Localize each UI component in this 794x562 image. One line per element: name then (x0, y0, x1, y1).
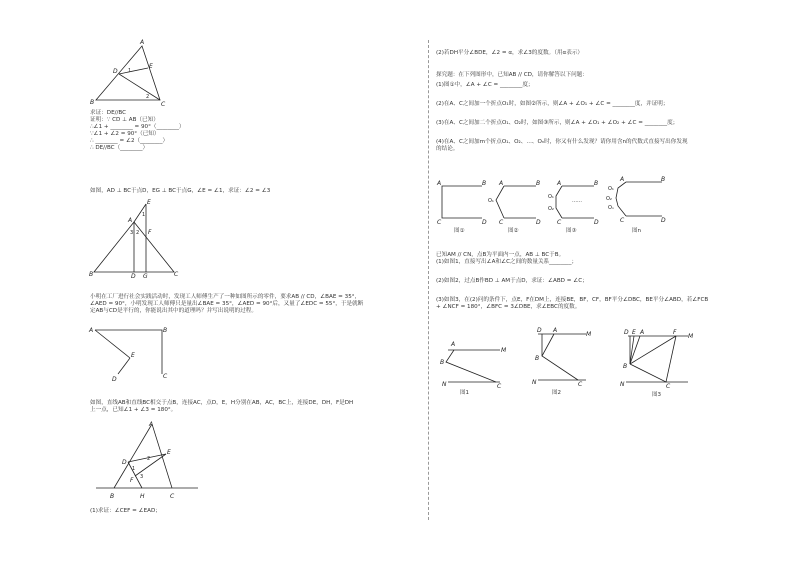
problem-3-text (90, 294, 363, 315)
svg-text:B: B (594, 180, 599, 187)
figure-exploration-3 (548, 180, 598, 224)
svg-text:2: 2 (147, 456, 151, 462)
svg-text:A: A (553, 327, 558, 334)
svg-text:B: B (623, 363, 628, 370)
svg-text:B: B (89, 271, 94, 278)
svg-text:2: 2 (146, 94, 150, 100)
svg-text:Oₙ: Oₙ (608, 205, 614, 211)
problem-4-part-1 (90, 508, 161, 515)
svg-text:F: F (130, 477, 134, 484)
svg-text:2: 2 (136, 230, 140, 236)
segment-ed (118, 358, 130, 374)
text-line: (3)如图3，在(2)问的条件下，点E，F在DM上，连接BE，BF，CF，BF平分∠DBC，BE平分∠ABD，若∠FCB (436, 297, 709, 303)
svg-text:O₂: O₂ (606, 196, 612, 202)
svg-text:D: D (661, 217, 666, 224)
text-line: (1)如图1，直接写出∠A和∠C之间的数量关系________； (436, 259, 578, 265)
svg-text:A: A (437, 180, 442, 187)
text-line: 已知AM // CN，点B为平面内一点，AB ⊥ BC于B。 (436, 252, 565, 258)
svg-text:N: N (532, 379, 537, 386)
caption-fig-n: 图n (632, 228, 641, 234)
caption-am-cn-3: 图3 (652, 392, 661, 398)
text-line: ∠AED = 90°，小明发现工人师傅只是量出∠BAE = 35°，∠AED = 90°后，又量了∠EDC = 55°，于是就断 (90, 301, 364, 307)
text-line: 上一点，已知∠1 + ∠3 = 180°。 (90, 407, 177, 413)
svg-text:B: B (661, 176, 666, 183)
svg-text:B: B (535, 355, 540, 362)
text-line: ∵∠1 + ∠2 = 90°（已知） (90, 131, 160, 137)
svg-text:C: C (578, 381, 583, 388)
svg-text:M: M (501, 347, 507, 354)
svg-text:H: H (140, 493, 145, 500)
figure-triangle-ad-eg (88, 198, 180, 278)
svg-text:3: 3 (130, 230, 134, 236)
svg-text:D: D (536, 219, 541, 226)
text-line: ∴∠1 + ________ = 90°（________） (90, 124, 185, 130)
figure-am-cn-2 (528, 326, 592, 388)
svg-text:B: B (536, 180, 541, 187)
svg-text:D: D (537, 327, 542, 334)
svg-text:A: A (140, 39, 145, 46)
segment-ae (95, 330, 130, 358)
svg-text:D: D (122, 459, 127, 466)
svg-text:M: M (688, 333, 694, 340)
svg-text:B: B (163, 327, 168, 334)
svg-text:C: C (666, 383, 671, 390)
problem-4-part-2 (436, 50, 583, 57)
svg-text:C: C (170, 493, 175, 500)
text-line: (3)在A、C之间加二个折点O₁、O₂时，如图③所示，则∠A + ∠O₁ + ∠O₂ + ∠C = ________度； (436, 120, 679, 126)
caption-fig-3: 图③ (566, 228, 577, 234)
svg-text:B: B (482, 180, 487, 187)
svg-text:A: A (620, 176, 625, 183)
svg-text:1: 1 (142, 212, 146, 218)
column-divider (428, 40, 429, 520)
svg-text:C: C (497, 383, 502, 390)
text-line: ∴ ________ = ∠2（________） (90, 138, 169, 144)
figure-exploration-1 (436, 180, 486, 224)
text-line: 如图，直线AB和直线BC相交于点B，连接AC，点D，E，H分别在AB，AC，BC上，连接DE，DH，F是DH (90, 400, 354, 406)
caption-fig-2: 图② (508, 228, 519, 234)
svg-text:O₁: O₁ (488, 198, 494, 204)
exploration-problem-text (436, 72, 688, 153)
svg-text:B: B (90, 99, 95, 106)
svg-text:3: 3 (140, 474, 144, 480)
svg-text:A: A (89, 327, 94, 334)
text-line: 探究题：在下列图形中，已知AB // CD，请你解答以下问题： (436, 72, 588, 78)
caption-fig-1: 图① (454, 228, 465, 234)
problem-2-text (90, 188, 270, 195)
svg-text:B: B (110, 493, 115, 500)
figure-lines-ab-bc (92, 420, 202, 502)
problem-am-cn-text (436, 252, 708, 311)
figure-exploration-n (606, 176, 666, 224)
caption-am-cn-1: 图1 (460, 390, 469, 396)
text-line: 证明：∵ CD ⊥ AB（已知） (90, 117, 159, 123)
svg-text:C: C (437, 219, 442, 226)
svg-text:C: C (163, 373, 168, 380)
svg-text:D: D (482, 219, 487, 226)
problem-4-text (90, 400, 353, 414)
text-line: 的结论。 (436, 146, 459, 152)
svg-text:A: A (451, 341, 456, 348)
problem-1-text (90, 110, 184, 152)
svg-text:D: D (112, 376, 117, 383)
text-line: 如图，AD ⊥ BC于点D，EG ⊥ BC于点G，∠E = ∠1，求证：∠2 = ∠3 (90, 188, 271, 194)
svg-text:N: N (442, 381, 447, 388)
text-line: 求证：DE//BC (90, 110, 127, 116)
caption-am-cn-2: 图2 (552, 390, 561, 396)
svg-text:D: D (113, 68, 118, 75)
svg-text:O₂: O₂ (548, 206, 554, 212)
figure-part-ab-cd (88, 326, 168, 384)
svg-text:D: D (594, 219, 599, 226)
svg-text:C: C (161, 101, 166, 108)
svg-text:A: A (640, 329, 645, 336)
svg-text:E: E (167, 449, 171, 456)
svg-text:F: F (673, 329, 677, 336)
svg-text:A: A (557, 180, 562, 187)
text-line: + ∠NCF = 180°，∠BFC = 3∠DBE，求∠EBC的度数。 (436, 304, 581, 310)
text-line: (2)若DH平分∠BDE，∠2 = α，求∠3的度数。（用α表示） (436, 50, 584, 56)
svg-text:N: N (620, 381, 625, 388)
text-line: 小明在工厂进行社会实践活动时，发现工人师傅生产了一种如图所示的零件，要求AB // CD，∠BAE = 35°， (90, 294, 361, 300)
svg-text:A: A (149, 421, 154, 428)
svg-text:……: …… (572, 198, 582, 204)
svg-text:A: A (128, 217, 133, 224)
svg-text:E: E (632, 329, 636, 336)
svg-text:O₁: O₁ (608, 186, 614, 192)
svg-text:M: M (586, 331, 592, 338)
svg-text:C: C (557, 219, 562, 226)
segment-dc (119, 74, 160, 100)
svg-text:1: 1 (132, 466, 136, 472)
figure-exploration-2 (490, 180, 540, 224)
svg-text:C: C (620, 217, 625, 224)
svg-text:D: D (131, 273, 136, 280)
text-line: (4)在A、C之间加m个折点O₁、O₂、…、Oₙ时，你又有什么发现？请你用含n的代数式直接写出你发现 (436, 139, 688, 145)
svg-text:C: C (499, 219, 504, 226)
svg-text:O₁: O₁ (548, 194, 554, 200)
segment-ab-bc (95, 330, 162, 374)
figure-am-cn-1 (438, 332, 508, 388)
text-line: (1)求证：∠CEF = ∠EAD； (90, 508, 161, 514)
figure-triangle-de-bc (88, 38, 168, 108)
svg-text:D: D (624, 329, 629, 336)
text-line: ∴ DE//BC（________） (90, 145, 149, 151)
svg-text:G: G (143, 273, 148, 280)
text-line: (2)如图2，过点B作BD ⊥ AM于点D，求证：∠ABD = ∠C； (436, 278, 588, 284)
text-line: (1)图①中，∠A + ∠C = ________度； (436, 82, 534, 88)
svg-text:B: B (440, 359, 445, 366)
svg-text:C: C (174, 271, 179, 278)
text-line: 定AB与CD是平行的，你能说出其中的道理吗？并写出说明的过程。 (90, 308, 257, 314)
svg-text:E: E (149, 63, 153, 70)
svg-text:E: E (147, 199, 151, 206)
svg-text:E: E (131, 352, 135, 359)
svg-text:A: A (499, 180, 504, 187)
figure-am-cn-3 (616, 328, 706, 390)
text-line: (2)在A、C之间加一个折点O₁时，如图②所示，则∠A + ∠O₁ + ∠C = ________度，并证明； (436, 101, 669, 107)
svg-text:F: F (148, 229, 152, 236)
svg-text:1: 1 (128, 68, 132, 74)
segment-de (119, 68, 148, 74)
